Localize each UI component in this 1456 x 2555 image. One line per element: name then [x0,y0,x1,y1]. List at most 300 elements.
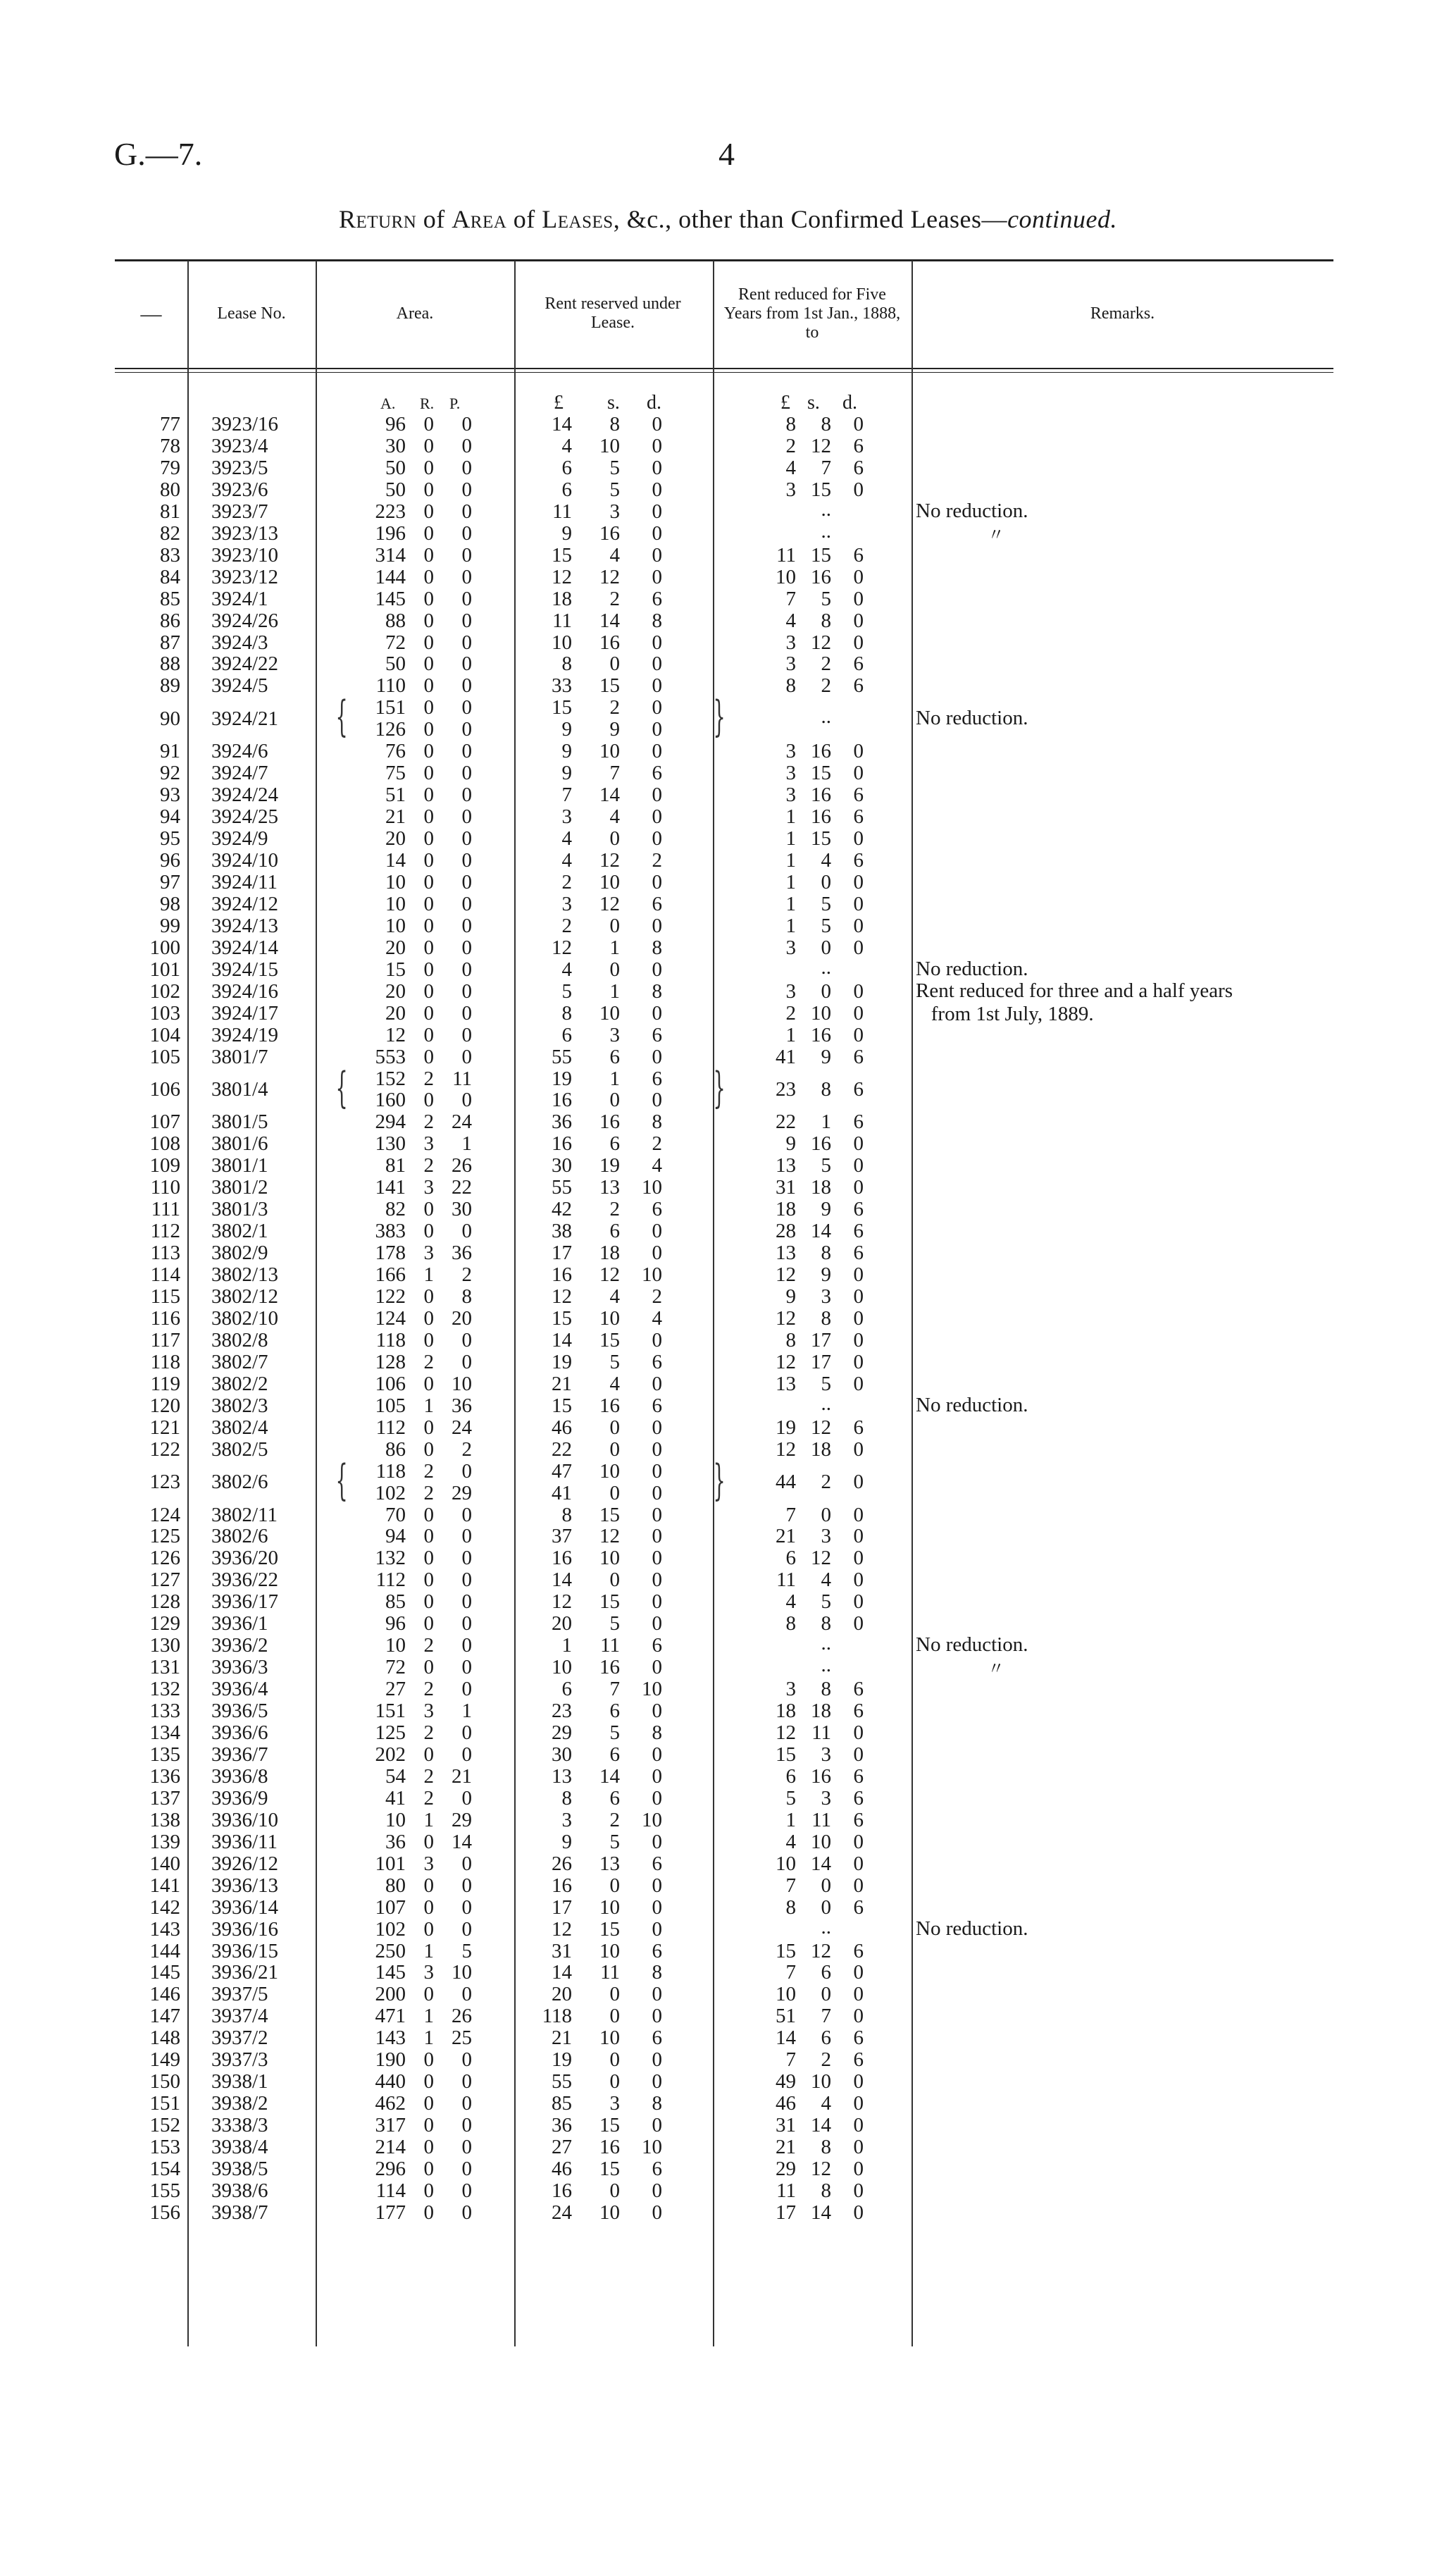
reduced-pence: 0 [853,740,864,763]
area-roods: 2 [423,1350,434,1373]
area-acres: 21 [385,805,406,829]
area-perches: 0 [461,805,472,829]
area-roods: 0 [423,1590,434,1614]
rent-shillings: 15 [599,2114,620,2137]
rent-reduced-none: .. [821,705,831,728]
rent-pence: 0 [652,1590,662,1614]
rent-shillings: 2 [609,1198,620,1221]
area-acres: 178 [375,1242,406,1265]
lease-number: 3924/19 [211,1023,279,1046]
rent-pounds: 55 [552,1176,572,1199]
rent-pence: 8 [652,1961,662,1984]
rent-pence: 0 [652,696,662,719]
rent-shillings: 0 [609,1983,620,2006]
area-perches: 0 [461,587,472,610]
area-roods: 0 [423,784,434,807]
reduced-pence: 0 [853,631,864,654]
rent-pounds: 5 [561,979,572,1003]
rent-pence: 8 [652,979,662,1003]
rent-shillings: 11 [600,1961,620,1984]
area-acres: 114 [375,2179,406,2202]
reduced-pounds: 10 [776,565,796,588]
row-number: 107 [149,1111,180,1134]
reduced-shillings: 0 [821,870,831,893]
area-roods: 0 [423,1285,434,1308]
reduced-pounds: 6 [785,1547,796,1570]
area-perches: 0 [461,1089,472,1112]
area-perches: 0 [461,1721,472,1744]
reduced-shillings: 12 [811,1547,831,1570]
rent-pounds: 55 [552,2070,572,2093]
row-number: 86 [160,609,180,632]
rent-pence: 0 [652,1874,662,1897]
area-roods: 0 [423,413,434,435]
rent-pounds: 11 [552,609,572,632]
area-roods: 3 [423,1242,434,1265]
title-word: of [513,205,535,233]
rent-shillings: 3 [609,500,620,523]
row-number: 137 [149,1786,180,1809]
reduced-shillings: 15 [811,762,831,785]
row-number: 128 [149,1590,180,1614]
area-perches: 0 [461,892,472,915]
remark: No reduction. [916,499,1028,522]
area-acres: 294 [375,1111,406,1134]
area-perches: 0 [461,521,472,545]
unit-shillings: s. [607,392,620,414]
area-acres: 118 [375,1459,406,1483]
rent-shillings: 15 [599,1917,620,1941]
lease-number: 3938/4 [211,2136,268,2159]
reduced-pounds: 8 [785,1328,796,1351]
lease-number: 3802/13 [211,1263,279,1287]
lease-number: 3802/7 [211,1350,268,1373]
row-number: 105 [149,1045,180,1068]
reduced-shillings: 16 [811,805,831,829]
rent-pounds: 18 [552,587,572,610]
rent-pence: 0 [652,1416,662,1439]
lease-number: 3938/5 [211,2158,268,2180]
rent-shillings: 0 [609,2048,620,2072]
reduced-pounds: 19 [776,1416,796,1439]
row-number: 115 [150,1285,180,1308]
lease-number: 3924/9 [211,827,268,850]
reduced-pounds: 8 [785,413,796,435]
area-perches: 0 [461,936,472,959]
area-roods: 0 [423,762,434,785]
row-number: 82 [160,521,180,545]
row-number: 152 [149,2114,180,2137]
lease-number: 3938/2 [211,2092,268,2115]
area-acres: 110 [375,674,406,698]
area-acres: 96 [385,413,406,435]
rent-shillings: 0 [609,652,620,676]
rent-pence: 0 [652,1895,662,1919]
col-head-rent-reserved: Rent reserved under Lease. [545,295,681,332]
reduced-pence: 0 [853,1852,864,1875]
row-number: 77 [160,413,180,435]
row-number: 85 [160,587,180,610]
area-acres: 462 [375,2092,406,2115]
rent-shillings: 7 [609,1678,620,1701]
row-number: 79 [160,456,180,479]
reduced-pence: 0 [853,1471,864,1494]
rent-pence: 8 [652,609,662,632]
rent-pence: 0 [652,1242,662,1265]
row-number: 113 [150,1242,180,1265]
area-roods: 0 [423,1437,434,1461]
area-roods: 2 [423,1764,434,1788]
row-number: 95 [160,827,180,850]
rent-shillings: 18 [599,1242,620,1265]
area-perches: 0 [461,2158,472,2180]
row-number: 154 [149,2158,180,2180]
reduced-pounds: 17 [776,2201,796,2224]
rent-shillings: 12 [599,1525,620,1548]
rent-pence: 6 [652,2158,662,2180]
unit-shillings: s. [807,392,820,414]
reduced-pounds: 8 [785,674,796,698]
reduced-pounds: 4 [785,609,796,632]
reduced-pence: 6 [853,1242,864,1265]
area-acres: 118 [375,1328,406,1351]
rent-shillings: 16 [599,631,620,654]
lease-number: 3936/11 [211,1830,278,1853]
reduced-shillings: 14 [811,1220,831,1243]
reduced-pounds: 2 [785,434,796,457]
rent-shillings: 10 [599,870,620,893]
area-roods: 3 [423,1961,434,1984]
rent-shillings: 11 [600,1634,620,1657]
area-perches: 11 [452,1067,472,1090]
title-word: of [423,205,445,233]
reduced-pence: 0 [853,2158,864,2180]
row-number: 89 [160,674,180,698]
reduced-shillings: 10 [811,1830,831,1853]
rent-pounds: 2 [561,914,572,937]
rent-pence: 0 [652,1001,662,1025]
rent-pounds: 85 [552,2092,572,2115]
area-acres: 70 [385,1503,406,1526]
rent-pence: 0 [652,631,662,654]
area-perches: 0 [461,762,472,785]
reduced-pounds: 4 [785,1590,796,1614]
row-number: 93 [160,784,180,807]
lease-number: 3924/14 [211,936,279,959]
lease-number: 3924/16 [211,979,279,1003]
lease-number: 3926/12 [211,1852,279,1875]
lease-number: 3924/1 [211,587,268,610]
reduced-shillings: 4 [821,1569,831,1592]
area-acres: 152 [375,1067,406,1090]
rent-pence: 8 [652,936,662,959]
rent-pounds: 4 [561,958,572,981]
area-roods: 0 [423,1306,434,1330]
reduced-shillings: 11 [811,1721,831,1744]
row-number: 112 [150,1220,180,1243]
reduced-pounds: 8 [785,1895,796,1919]
rent-pounds: 6 [561,1678,572,1701]
rent-pence: 2 [652,1285,662,1308]
rent-pence: 6 [652,1023,662,1046]
area-roods: 0 [423,740,434,763]
rent-shillings: 0 [609,1437,620,1461]
rent-shillings: 10 [599,434,620,457]
reduced-shillings: 5 [821,892,831,915]
row-number: 149 [149,2048,180,2072]
area-perches: 0 [461,1045,472,1068]
row-number: 124 [149,1503,180,1526]
reduced-shillings: 2 [821,2048,831,2072]
area-perches: 26 [452,2005,472,2028]
area-acres: 202 [375,1743,406,1766]
reduced-pence: 0 [853,1001,864,1025]
area-acres: 196 [375,521,406,545]
area-perches: 0 [461,1678,472,1701]
rent-reduced-none: .. [821,1915,831,1938]
row-number: 88 [160,652,180,676]
row-number: 132 [149,1678,180,1701]
reduced-shillings: 3 [821,1786,831,1809]
row-number: 139 [149,1830,180,1853]
rent-pounds: 12 [552,1285,572,1308]
title-word: Area [452,205,507,233]
row-number: 130 [149,1634,180,1657]
area-perches: 0 [461,2136,472,2159]
lease-number: 3801/4 [211,1077,268,1101]
row-number: 97 [160,870,180,893]
rent-pounds: 16 [552,1132,572,1156]
rent-reduced-none: .. [821,1392,831,1415]
area-roods: 0 [423,1830,434,1853]
row-number: 133 [149,1700,180,1723]
reduced-shillings: 15 [811,543,831,567]
reduced-pounds: 31 [776,1176,796,1199]
remark-ditto: 〃 [988,1660,1004,1679]
row-number: 151 [149,2092,180,2115]
reduced-pence: 0 [853,1132,864,1156]
lease-number: 3802/5 [211,1437,268,1461]
reduced-shillings: 12 [811,631,831,654]
rent-pence: 4 [652,1306,662,1330]
rent-shillings: 0 [609,827,620,850]
row-number: 129 [149,1612,180,1635]
rent-pounds: 3 [561,1808,572,1831]
lease-number: 3936/1 [211,1612,268,1635]
rent-pounds: 30 [552,1743,572,1766]
rent-shillings: 10 [599,740,620,763]
rent-shillings: 12 [599,892,620,915]
row-number: 119 [150,1372,180,1395]
reduced-pounds: 49 [776,2070,796,2093]
reduced-shillings: 15 [811,827,831,850]
rent-pounds: 38 [552,1220,572,1243]
lease-number: 3802/6 [211,1525,268,1548]
reduced-pence: 6 [853,1764,864,1788]
reduced-pence: 6 [853,1045,864,1068]
area-perches: 0 [461,1459,472,1483]
area-roods: 2 [423,1678,434,1701]
area-perches: 36 [452,1242,472,1265]
reduced-pence: 0 [853,1372,864,1395]
reduced-pence: 6 [853,1808,864,1831]
lease-number: 3924/26 [211,609,279,632]
reduced-pence: 6 [853,674,864,698]
rent-pence: 0 [652,1525,662,1548]
area-perches: 0 [461,1220,472,1243]
lease-number: 3936/8 [211,1764,268,1788]
reduced-pence: 6 [853,1939,864,1962]
rent-pounds: 29 [552,1721,572,1744]
remark: No reduction. [916,1633,1028,1657]
reduced-pence: 6 [853,1416,864,1439]
unit-pounds: £ [780,392,790,414]
reduced-pounds: 13 [776,1372,796,1395]
area-perches: 0 [461,434,472,457]
reduced-shillings: 2 [821,1471,831,1494]
reduced-pounds: 44 [776,1471,796,1494]
area-acres: 126 [375,718,406,741]
rent-shillings: 5 [609,456,620,479]
area-acres: 106 [375,1372,406,1395]
reduced-pence: 6 [853,1786,864,1809]
reduced-pence: 0 [853,1328,864,1351]
area-acres: 177 [375,2201,406,2224]
area-roods: 2 [423,1634,434,1657]
rent-pence: 0 [652,1786,662,1809]
row-number: 78 [160,434,180,457]
reduced-pounds: 12 [776,1721,796,1744]
area-acres: 125 [375,1721,406,1744]
rent-pence: 6 [652,2027,662,2050]
area-roods: 0 [423,2048,434,2072]
rent-pounds: 42 [552,1198,572,1221]
area-acres: 145 [375,1961,406,1984]
area-perches: 0 [461,1917,472,1941]
area-roods: 0 [423,1917,434,1941]
rent-pence: 0 [652,784,662,807]
lease-number: 3936/17 [211,1590,279,1614]
reduced-shillings: 16 [811,1764,831,1788]
reduced-shillings: 5 [821,1154,831,1177]
area-perches: 0 [461,849,472,872]
reduced-shillings: 2 [821,652,831,676]
area-acres: 151 [375,696,406,719]
reduced-pence: 0 [853,762,864,785]
rent-shillings: 1 [609,936,620,959]
area-perches: 0 [461,1328,472,1351]
area-perches: 0 [461,1503,472,1526]
rent-shillings: 3 [609,2092,620,2115]
rent-shillings: 7 [609,762,620,785]
area-perches: 0 [461,652,472,676]
page-title [0,204,1456,234]
rent-shillings: 16 [599,521,620,545]
area-perches: 0 [461,870,472,893]
reduced-pence: 0 [853,1569,864,1592]
rent-shillings: 16 [599,1656,620,1679]
rent-pence: 0 [652,1830,662,1853]
row-number: 147 [149,2005,180,2028]
row-number: 104 [149,1023,180,1046]
area-acres: 190 [375,2048,406,2072]
lease-number: 3802/8 [211,1328,268,1351]
lease-number: 3924/25 [211,805,279,829]
area-acres: 151 [375,1700,406,1723]
rent-pounds: 21 [552,1372,572,1395]
reduced-pounds: 7 [785,1961,796,1984]
reduced-pounds: 15 [776,1939,796,1962]
area-acres: 214 [375,2136,406,2159]
rent-pence: 0 [652,1372,662,1395]
reduced-pence: 6 [853,1895,864,1919]
area-perches: 0 [461,1612,472,1635]
rent-brace: } [713,1063,726,1113]
area-roods: 0 [423,1983,434,2006]
rent-pence: 0 [652,1503,662,1526]
rent-pounds: 16 [552,1874,572,1897]
row-number: 134 [149,1721,180,1744]
rent-pounds: 33 [552,674,572,698]
rent-pence: 0 [652,521,662,545]
area-acres: 20 [385,1001,406,1025]
rent-brace: } [713,1455,726,1505]
rent-pounds: 12 [552,936,572,959]
rent-shillings: 16 [599,2136,620,2159]
rent-pence: 0 [652,1743,662,1766]
reduced-pence: 0 [853,2201,864,2224]
area-roods: 0 [423,1656,434,1679]
col-head-area: Area. [396,304,434,323]
lease-number: 3801/6 [211,1132,268,1156]
area-perches: 8 [461,1285,472,1308]
row-number: 116 [150,1306,180,1330]
area-roods: 0 [423,936,434,959]
reduced-shillings: 3 [821,1525,831,1548]
reduced-pence: 0 [853,478,864,501]
reduced-pence: 6 [853,1700,864,1723]
lease-number: 3937/4 [211,2005,268,2028]
reduced-pounds: 3 [785,979,796,1003]
title-word: Leases [542,205,614,233]
area-brace: { [335,692,348,742]
reduced-pence: 6 [853,849,864,872]
lease-number: 3924/13 [211,914,279,937]
lease-number: 3802/2 [211,1372,268,1395]
reduced-pence: 6 [853,1077,864,1101]
area-perches: 0 [461,1547,472,1570]
row-number: 145 [149,1961,180,1984]
reduced-pounds: 22 [776,1111,796,1134]
area-acres: 107 [375,1895,406,1919]
lease-number: 3936/4 [211,1678,268,1701]
rent-pounds: 6 [561,478,572,501]
area-roods: 0 [423,696,434,719]
rent-pounds: 6 [561,456,572,479]
reduced-shillings: 17 [811,1350,831,1373]
row-number: 100 [149,936,180,959]
area-perches: 0 [461,609,472,632]
area-roods: 0 [423,434,434,457]
unit-roods: R. [420,395,435,412]
reduced-pounds: 18 [776,1198,796,1221]
row-number: 125 [149,1525,180,1548]
rent-shillings: 2 [609,696,620,719]
lease-number: 3802/1 [211,1220,268,1243]
reduced-pence: 0 [853,914,864,937]
area-perches: 0 [461,2048,472,2072]
lease-number: 3923/4 [211,434,268,457]
